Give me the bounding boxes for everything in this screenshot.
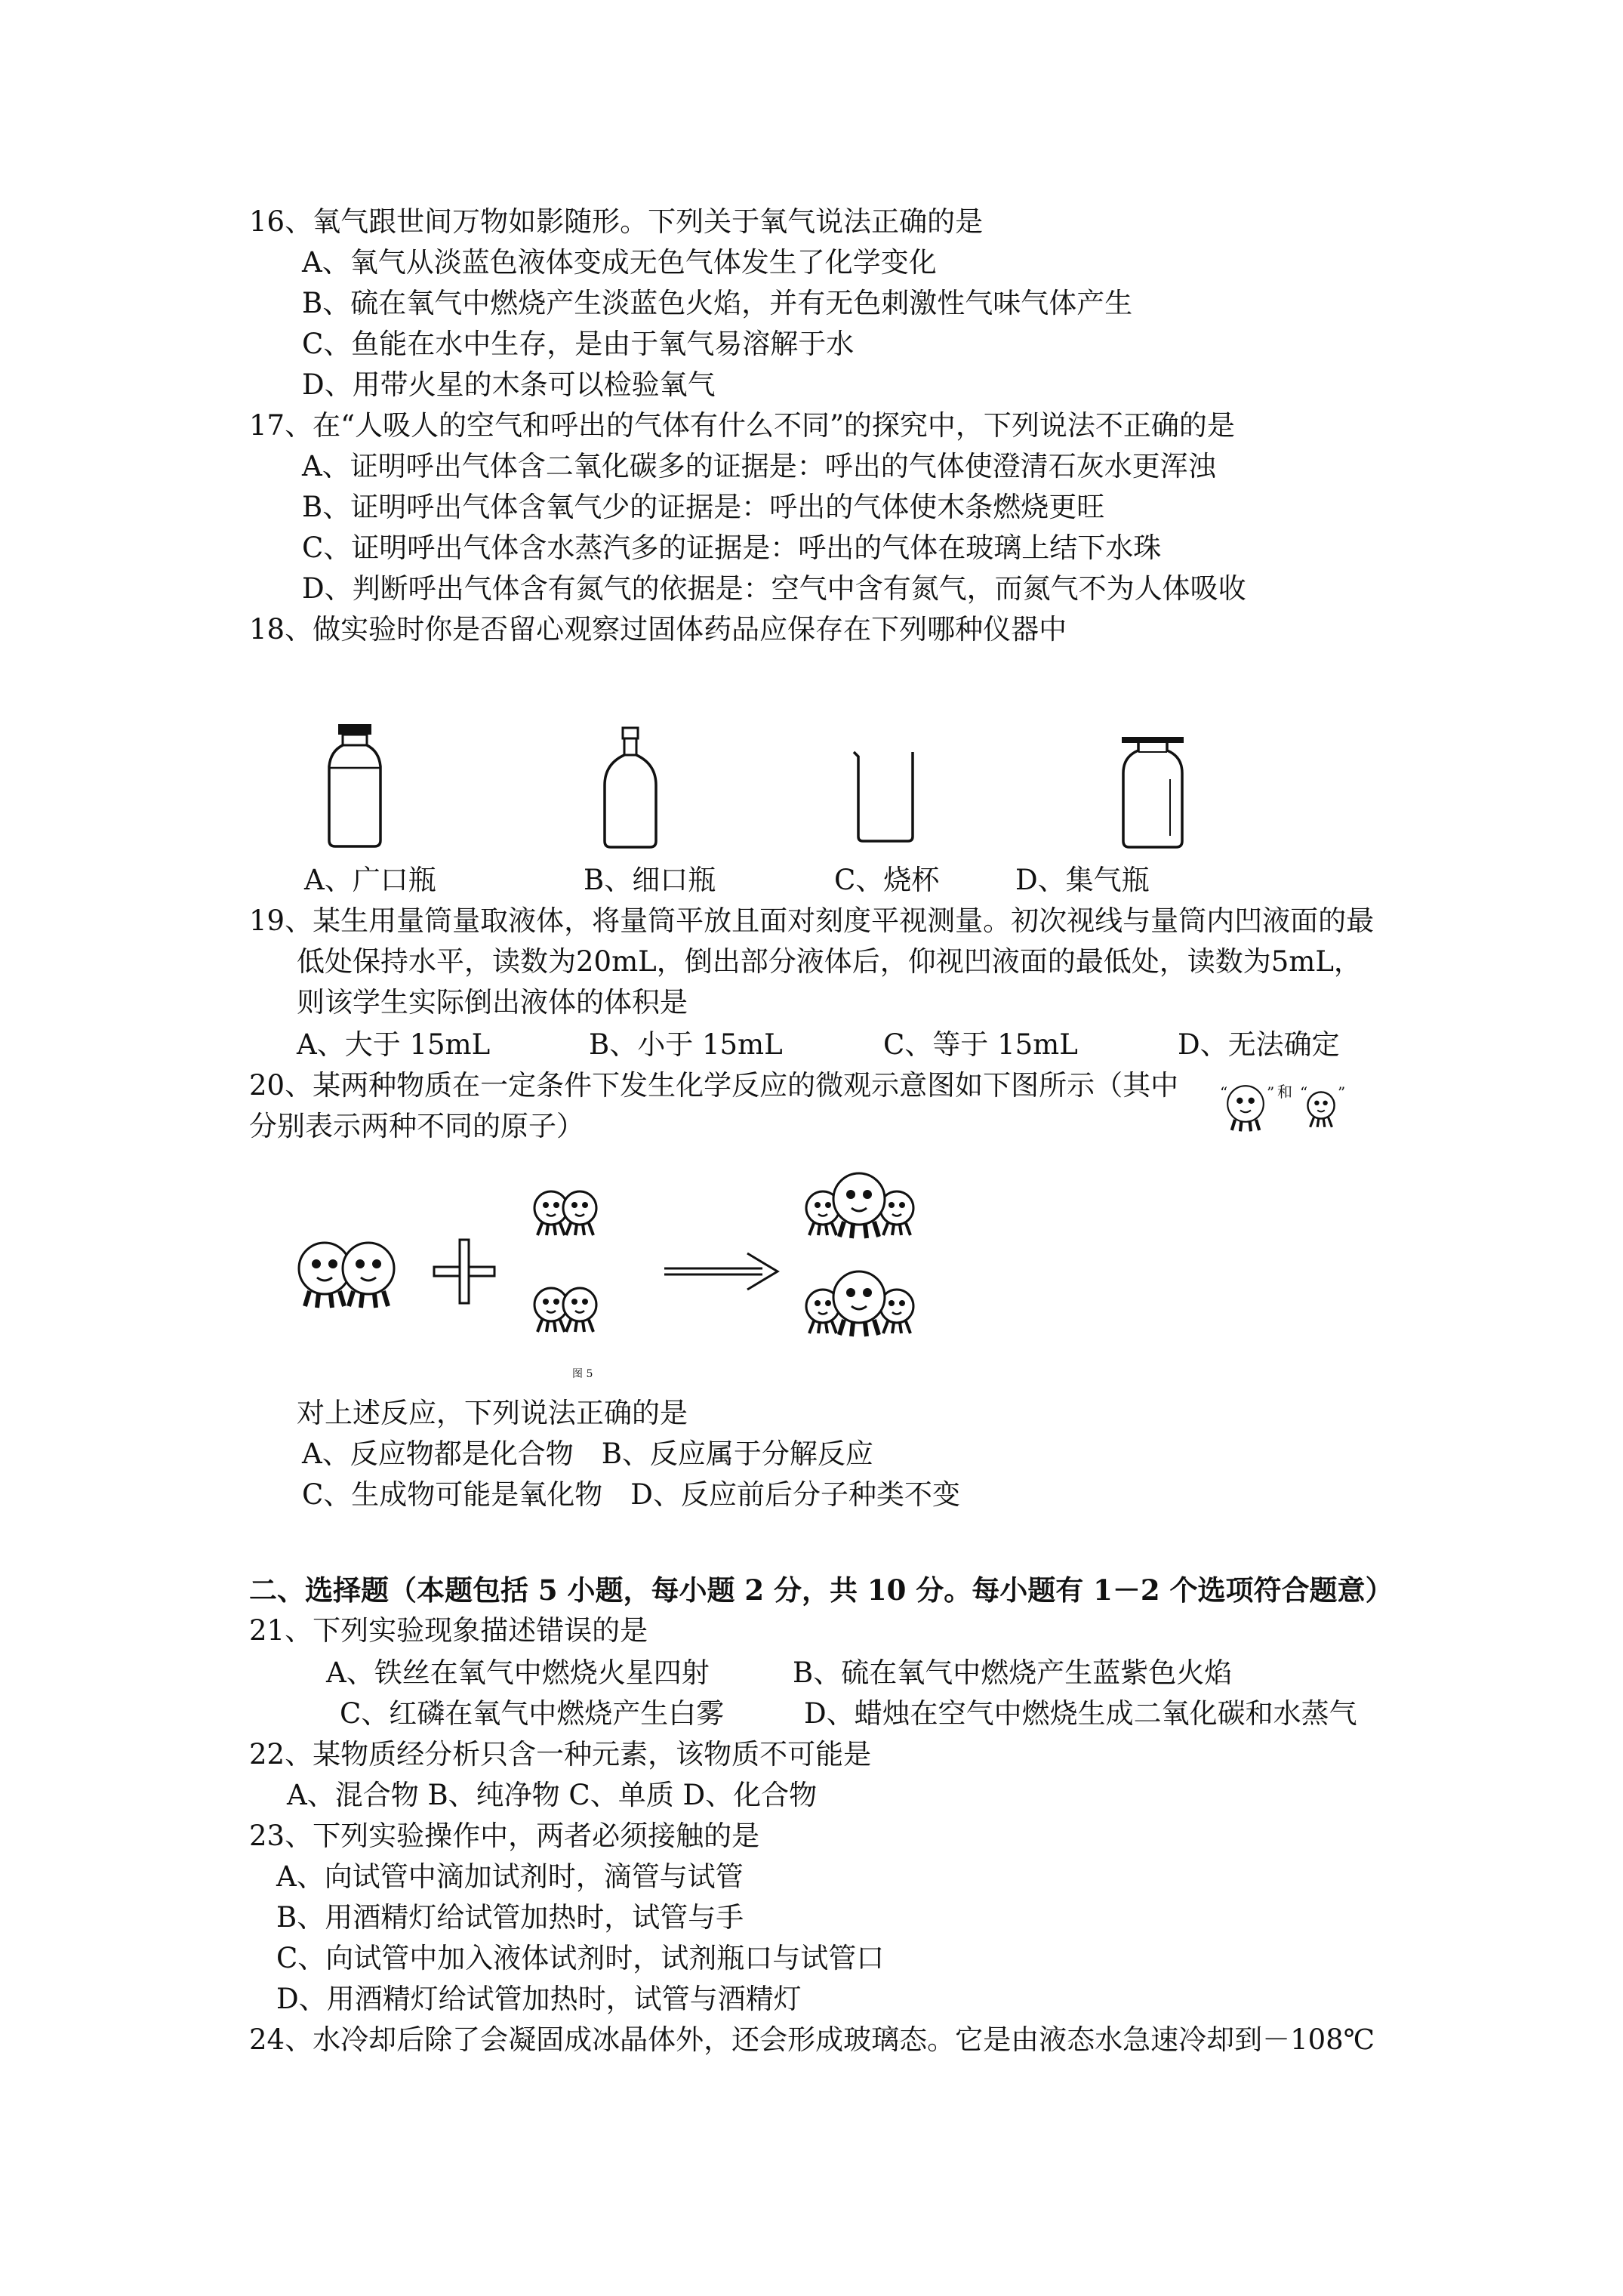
q23-option-c: C、向试管中加入液体试剂时，试剂瓶口与试管口 bbox=[276, 1942, 885, 1974]
q16-option-d: D、用带火星的木条可以检验氧气 bbox=[302, 368, 716, 401]
section2-heading: 二、选择题（本题包括 5 小题，每小题 2 分，共 10 分。每小题有 1－2 个选项符合题意） bbox=[249, 1573, 1394, 1607]
q17-option-a: A、证明呼出气体含二氧化碳多的证据是：呼出的气体使澄清石灰水更浑浊 bbox=[302, 450, 1216, 482]
q22-stem: 22、某物质经分析只含一种元素，该物质不可能是 bbox=[249, 1738, 872, 1771]
gas-collecting-bottle-figure bbox=[1119, 734, 1187, 851]
figure-caption: 图 5 bbox=[572, 1368, 593, 1380]
q19-option-c: C、等于 15mL bbox=[883, 1028, 1078, 1061]
q17-option-c: C、证明呼出气体含水蒸汽多的证据是：呼出的气体在玻璃上结下水珠 bbox=[302, 532, 1162, 564]
q23-option-b: B、用酒精灯给试管加热时，试管与手 bbox=[276, 1901, 744, 1934]
q23-option-a: A、向试管中滴加试剂时，滴管与试管 bbox=[276, 1860, 744, 1893]
q18-option-d: D、集气瓶 bbox=[1015, 864, 1150, 896]
q19-stem-line1: 19、某生用量筒量取液体，将量筒平放且面对刻度平视测量。初次视线与量筒内凹液面的最 bbox=[249, 905, 1375, 937]
atom-legend bbox=[1208, 1081, 1374, 1142]
wide-mouth-bottle-figure bbox=[325, 721, 385, 849]
q18-stem: 18、做实验时你是否留心观察过固体药品应保存在下列哪种仪器中 bbox=[249, 613, 1067, 646]
q20-prompt: 对上述反应，下列说法正确的是 bbox=[297, 1397, 688, 1429]
q17-option-b: B、证明呼出气体含氧气少的证据是：呼出的气体使木条燃烧更旺 bbox=[302, 491, 1105, 523]
q24-stem: 24、水冷却后除了会凝固成冰晶体外，还会形成玻璃态。它是由液态水急速冷却到－108℃ bbox=[249, 2023, 1375, 2056]
q21-stem: 21、下列实验现象描述错误的是 bbox=[249, 1614, 648, 1647]
q19-option-a: A、大于 15mL bbox=[297, 1028, 491, 1061]
q22-options: A、混合物 B、纯净物 C、单质 D、化合物 bbox=[287, 1779, 818, 1811]
q19-option-b: B、小于 15mL bbox=[589, 1028, 783, 1061]
q21-option-c: C、红磷在氧气中燃烧产生白雾 bbox=[340, 1697, 725, 1730]
q18-option-b: B、细口瓶 bbox=[584, 864, 716, 896]
svg-text:“: “ bbox=[1300, 1083, 1308, 1102]
svg-text:”: ” bbox=[1267, 1083, 1275, 1102]
q19-stem-line3: 则该学生实际倒出液体的体积是 bbox=[297, 986, 688, 1019]
q23-stem: 23、下列实验操作中，两者必须接触的是 bbox=[249, 1820, 760, 1852]
q16-option-c: C、鱼能在水中生存，是由于氧气易溶解于水 bbox=[302, 328, 855, 360]
reactant-small-molecules bbox=[534, 1191, 596, 1332]
atom-legend-and: 和 bbox=[1277, 1083, 1292, 1101]
q18-option-a: A、广口瓶 bbox=[304, 864, 436, 896]
q20-options-ab: A、反应物都是化合物 B、反应属于分解反应 bbox=[302, 1438, 873, 1470]
q20-options-cd: C、生成物可能是氧化物 D、反应前后分子种类不变 bbox=[302, 1478, 960, 1511]
q16-option-b: B、硫在氧气中燃烧产生淡蓝色火焰，并有无色刺激性气味气体产生 bbox=[302, 287, 1133, 319]
q20-stem-line2: 分别表示两种不同的原子） bbox=[249, 1110, 584, 1142]
q16-stem: 16、氧气跟世间万物如影随形。下列关于氧气说法正确的是 bbox=[249, 205, 984, 238]
product-molecules bbox=[806, 1173, 913, 1336]
q21-option-a: A、铁丝在氧气中燃烧火星四射 bbox=[326, 1657, 710, 1689]
reactant-big-molecule bbox=[299, 1243, 394, 1308]
q21-option-d: D、蜡烛在空气中燃烧生成二氧化碳和水蒸气 bbox=[804, 1697, 1357, 1730]
q21-option-b: B、硫在氧气中燃烧产生蓝紫色火焰 bbox=[793, 1657, 1233, 1689]
q18-option-c: C、烧杯 bbox=[834, 864, 940, 896]
q20-stem-line1: 20、某两种物质在一定条件下发生化学反应的微观示意图如下图所示（其中 bbox=[249, 1069, 1179, 1102]
q19-stem-line2: 低处保持水平，读数为20mL，倒出部分液体后，仰视凹液面的最低处，读数为5mL， bbox=[297, 945, 1362, 978]
beaker-figure bbox=[849, 747, 917, 846]
q17-option-d: D、判断呼出气体含有氮气的依据是：空气中含有氮气，而氮气不为人体吸收 bbox=[302, 572, 1246, 605]
reaction-diagram bbox=[279, 1155, 944, 1382]
q16-option-a: A、氧气从淡蓝色液体变成无色气体发生了化学变化 bbox=[302, 246, 937, 279]
plus-sign bbox=[434, 1240, 494, 1303]
reaction-arrow bbox=[664, 1253, 778, 1290]
q19-option-d: D、无法确定 bbox=[1178, 1028, 1340, 1061]
svg-text:”: ” bbox=[1338, 1083, 1346, 1102]
narrow-mouth-bottle-figure bbox=[600, 726, 661, 851]
q23-option-d: D、用酒精灯给试管加热时，试管与酒精灯 bbox=[276, 1983, 802, 2015]
q17-stem: 17、在“人吸人的空气和呼出的气体有什么不同”的探究中，下列说法不正确的是 bbox=[249, 409, 1235, 442]
svg-text:“: “ bbox=[1220, 1083, 1228, 1102]
